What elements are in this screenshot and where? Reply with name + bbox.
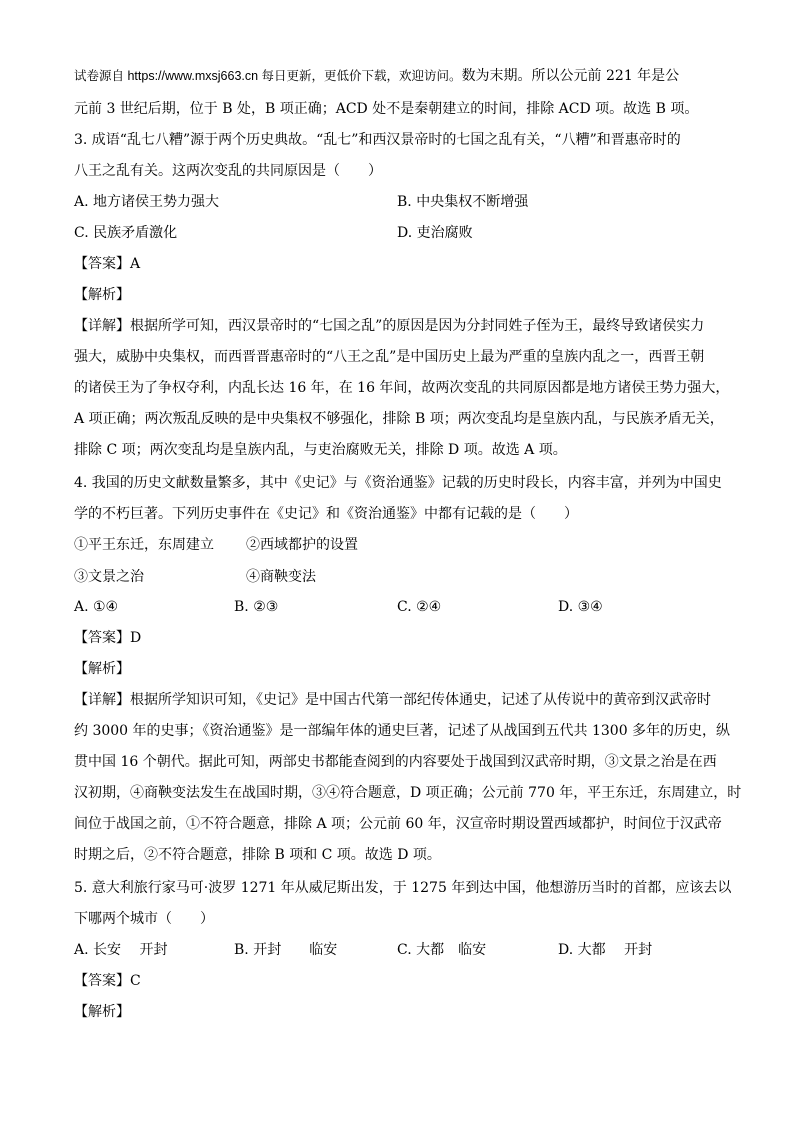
q4-detail-line-5: 间位于战国之前，①不符合题意，排除 A 项；公元前 60 年，汉宣帝时期设置西域都护，时间位于汉武帝: [74, 816, 722, 832]
q4-option-c: C. ②④: [397, 599, 442, 615]
q3-stem-line-1: 3. 成语“乱七八糟”源于两个历史典故。“乱七”和西汉景帝时的七国之乱有关，“八糟”和晋惠帝时的: [74, 132, 681, 148]
q5-analysis-label: 【解析】: [74, 1004, 130, 1020]
q3-answer-value: A: [130, 256, 141, 272]
q4-detail-line-2: 约 3000 年的史事；《资治通鉴》是一部编年体的通史巨著，记述了从战国到五代共 1300 多年的历史，纵: [74, 723, 731, 739]
header-line-2: 元前 3 世纪后期，位于 B 处，B 项正确；ACD 处不是秦朝建立的时间，排除 ACD 项。故选 B 项。: [74, 101, 699, 117]
q5-answer: [74, 971, 141, 991]
q4-detail-line-1: 【详解】根据所学知识可知，《史记》是中国古代第一部纪传体通史，记述了从传说中的黄帝到汉武帝时: [74, 692, 711, 708]
q4-option-b: B. ②③: [234, 599, 279, 615]
q3-option-d: D. 吏治腐败: [397, 225, 473, 241]
q3-answer: [74, 254, 140, 274]
q3-detail-line-4: A 项正确；两次叛乱反映的是中央集权不够强化，排除 B 项；两次变乱均是皇族内乱，与民族矛盾无关，: [74, 411, 724, 427]
q4-detail-line-4: 汉初期，④商鞅变法发生在战国时期，③④符合题意，D 项正确；公元前 770 年，平王东迁，东周建立，时: [74, 785, 742, 801]
q5-option-d: D. 大都 开封: [558, 942, 653, 958]
q5-option-b: B. 开封 临安: [234, 942, 338, 958]
q4-item-1: ①平王东迁，东周建立: [74, 537, 214, 553]
q4-item-4: ④商鞅变法: [246, 569, 316, 585]
q5-option-c: C. 大都 临安: [397, 942, 487, 958]
q4-answer-value: D: [130, 630, 142, 646]
q3-analysis-label: 【解析】: [74, 287, 130, 303]
q3-detail-line-1: 【详解】根据所学可知，西汉景帝时的“七国之乱”的原因是因为分封同姓子侄为王，最终导致诸侯实力: [74, 318, 705, 334]
q4-option-a: A. ①④: [74, 599, 119, 615]
q5-option-a: A. 长安 开封: [74, 942, 168, 958]
q3-option-c: C. 民族矛盾激化: [74, 225, 178, 241]
q3-detail-line-3: 的诸侯王为了争权夺利，内乱长达 16 年，在 16 年间，故两次变乱的共同原因都是地方诸侯王势力强大，: [74, 380, 730, 396]
q3-stem-line-2: 八王之乱有关。这两次变乱的共同原因是（ ）: [74, 163, 382, 179]
header-line-1-rest: 数为末期。所以公元前 221 年是公: [461, 68, 680, 84]
q4-option-d: D. ③④: [558, 599, 603, 615]
q4-detail-line-6: 时期之后，②不符合题意，排除 B 项和 C 项。故选 D 项。: [74, 847, 441, 863]
q5-stem-line-2: 下哪两个城市（ ）: [74, 911, 214, 927]
q4-item-3: ③文景之治: [74, 569, 144, 585]
q5-stem-line-1: 5. 意大利旅行家马可·波罗 1271 年从威尼斯出发，于 1275 年到达中国，他想游历当时的首都，应该去以: [74, 880, 732, 896]
q5-answer-value: C: [130, 973, 141, 989]
header-line-1: [74, 66, 679, 86]
q4-answer: [74, 628, 141, 648]
q5-answer-label: 【答案】: [74, 973, 130, 989]
source-text: 试卷源自 https://www.mxsj663.cn 每日更新，更低价下载，欢迎访问。: [74, 69, 462, 83]
q4-stem-line-2: 学的不朽巨著。下列历史事件在《史记》和《资治通鉴》中都有记载的是（ ）: [74, 506, 578, 522]
q4-detail-line-3: 贯中国 16 个朝代。据此可知，两部史书都能查阅到的内容要处于战国到汉武帝时期，③文景之治是在西: [74, 754, 717, 770]
q4-answer-label: 【答案】: [74, 630, 130, 646]
q3-answer-label: 【答案】: [74, 256, 130, 272]
q3-option-a: A. 地方诸侯王势力强大: [74, 194, 220, 210]
q3-detail-line-2: 强大，威胁中央集权，而西晋晋惠帝时的“八王之乱”是中国历史上最为严重的皇族内乱之一，西晋王朝: [74, 349, 705, 365]
q3-detail-line-5: 排除 C 项；两次变乱均是皇族内乱，与吏治腐败无关，排除 D 项。故选 A 项。: [74, 442, 567, 458]
q4-analysis-label: 【解析】: [74, 661, 130, 677]
q4-stem-line-1: 4. 我国的历史文献数量繁多，其中《史记》与《资治通鉴》记载的历史时段长，内容丰富，并列为中国史: [74, 475, 722, 491]
q4-item-2: ②西域都护的设置: [246, 537, 358, 553]
q3-option-b: B. 中央集权不断增强: [397, 194, 529, 210]
